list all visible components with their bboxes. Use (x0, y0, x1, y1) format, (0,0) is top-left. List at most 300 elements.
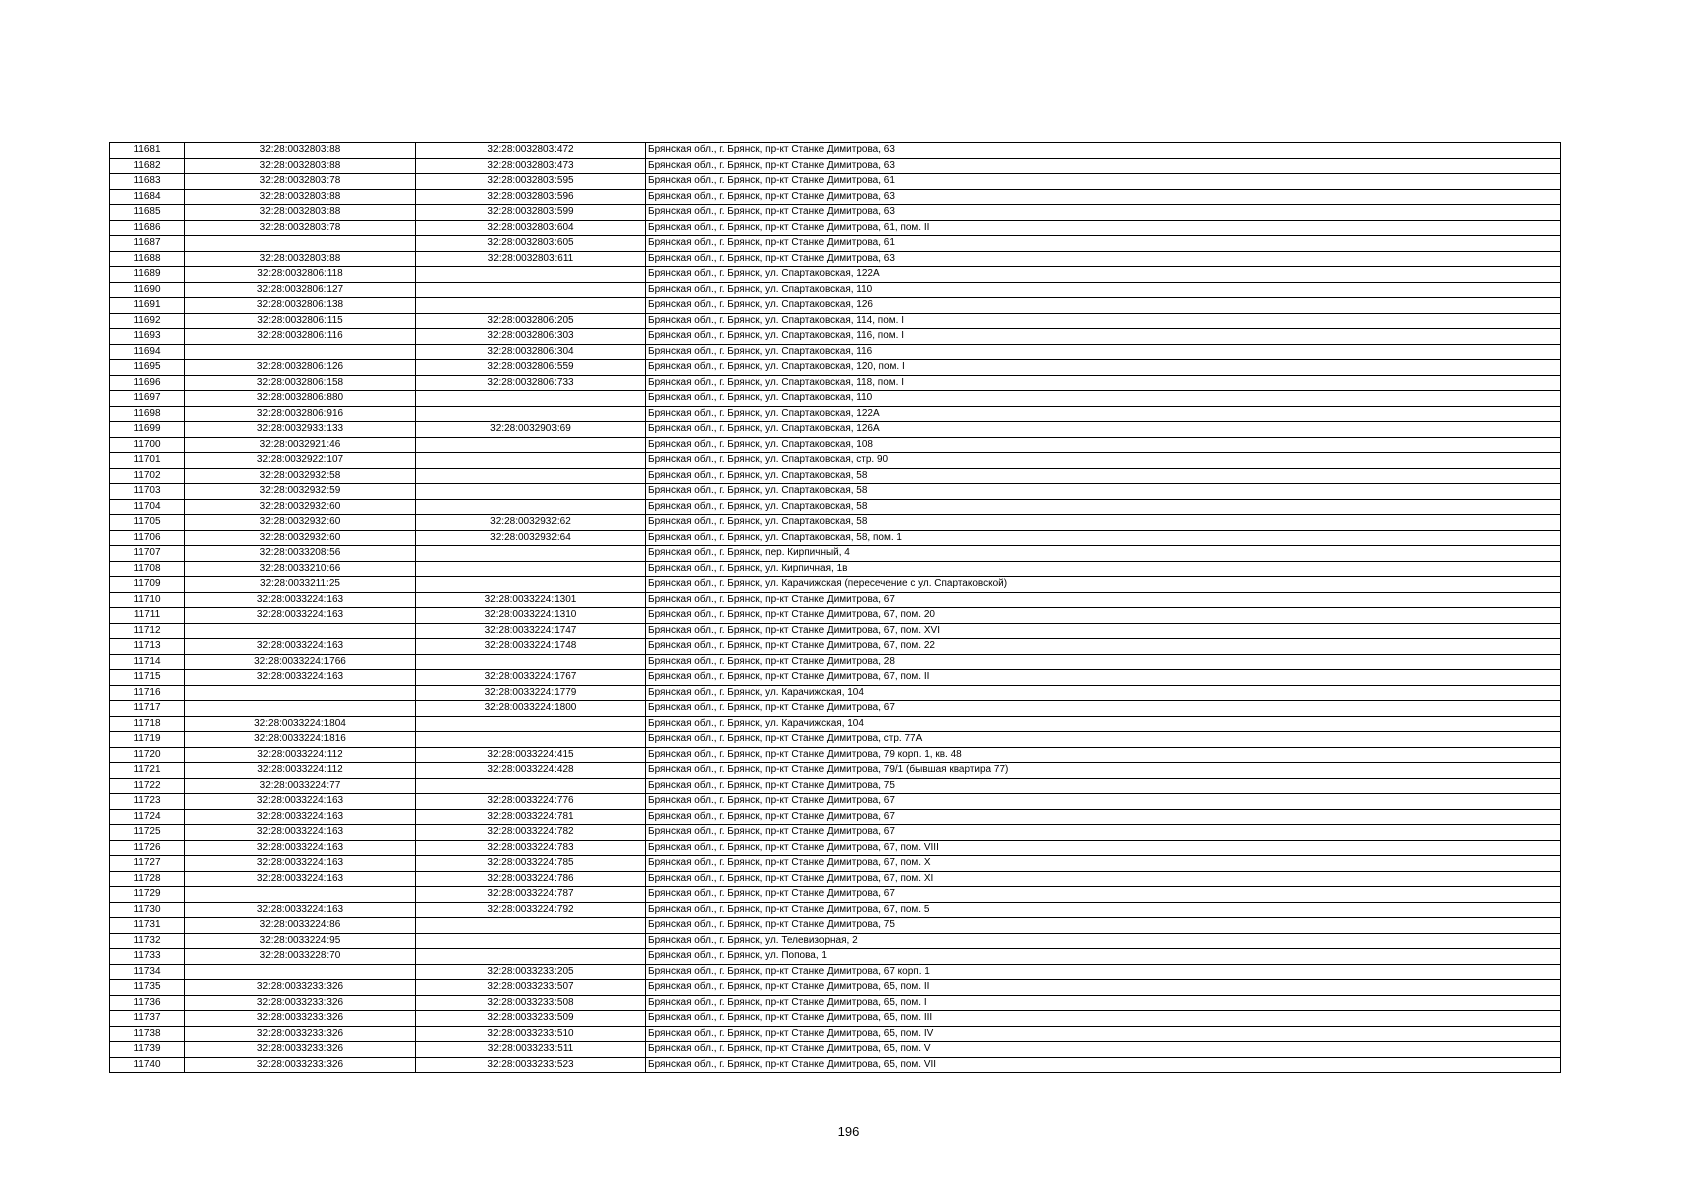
table-row (110, 344, 1561, 360)
table-row (110, 360, 1561, 376)
object-number-cell: 32:28:0033224:1779 (416, 685, 646, 701)
table-row (110, 298, 1561, 314)
object-number-cell (416, 546, 646, 562)
cadastral-number-cell: 32:28:0032921:46 (185, 437, 416, 453)
address-cell: Брянская обл., г. Брянск, пр-кт Станке Димитрова, 63 (646, 143, 1561, 159)
object-number-cell (416, 949, 646, 965)
address-cell: Брянская обл., г. Брянск, ул. Карачижская (пересечение с ул. Спартаковской) (646, 577, 1561, 593)
cadastral-number-cell: 32:28:0032806:127 (185, 282, 416, 298)
cadastral-number-cell: 32:28:0032932:60 (185, 499, 416, 515)
row-number-cell: 11740 (110, 1057, 185, 1073)
object-number-cell: 32:28:0033233:523 (416, 1057, 646, 1073)
object-number-cell: 32:28:0032932:64 (416, 530, 646, 546)
cadastral-number-cell: 32:28:0033224:112 (185, 747, 416, 763)
cadastral-number-cell: 32:28:0033224:163 (185, 639, 416, 655)
table-row (110, 856, 1561, 872)
object-number-cell: 32:28:0032903:69 (416, 422, 646, 438)
cadastral-number-cell: 32:28:0032806:880 (185, 391, 416, 407)
cadastral-number-cell: 32:28:0032803:88 (185, 189, 416, 205)
cadastral-number-cell: 32:28:0033233:326 (185, 995, 416, 1011)
address-cell: Брянская обл., г. Брянск, ул. Спартаковская, 58, пом. 1 (646, 530, 1561, 546)
cadastral-number-cell (185, 887, 416, 903)
row-number-cell: 11710 (110, 592, 185, 608)
table-row (110, 778, 1561, 794)
address-cell: Брянская обл., г. Брянск, пер. Кирпичный, 4 (646, 546, 1561, 562)
table-row (110, 980, 1561, 996)
row-number-cell: 11734 (110, 964, 185, 980)
cadastral-number-cell: 32:28:0032803:78 (185, 220, 416, 236)
row-number-cell: 11713 (110, 639, 185, 655)
page-number: 196 (837, 1124, 860, 1139)
row-number-cell: 11690 (110, 282, 185, 298)
object-number-cell: 32:28:0033224:783 (416, 840, 646, 856)
table-row (110, 1042, 1561, 1058)
address-cell: Брянская обл., г. Брянск, пр-кт Станке Димитрова, 67, пом. VIII (646, 840, 1561, 856)
row-number-cell: 11685 (110, 205, 185, 221)
table-row (110, 236, 1561, 252)
table-row (110, 484, 1561, 500)
object-number-cell: 32:28:0032806:205 (416, 313, 646, 329)
object-number-cell: 32:28:0032803:472 (416, 143, 646, 159)
address-cell: Брянская обл., г. Брянск, пр-кт Станке Димитрова, 79/1 (бывшая квартира 77) (646, 763, 1561, 779)
table-body (110, 143, 1561, 1073)
cadastral-number-cell: 32:28:0033224:1804 (185, 716, 416, 732)
table-row (110, 205, 1561, 221)
row-number-cell: 11720 (110, 747, 185, 763)
cadastral-number-cell: 32:28:0033211:25 (185, 577, 416, 593)
cadastral-number-cell (185, 236, 416, 252)
table-row (110, 468, 1561, 484)
table-row (110, 329, 1561, 345)
table-row (110, 592, 1561, 608)
address-cell: Брянская обл., г. Брянск, пр-кт Станке Димитрова, 63 (646, 205, 1561, 221)
table-row (110, 732, 1561, 748)
address-cell: Брянская обл., г. Брянск, пр-кт Станке Димитрова, 67, пом. 5 (646, 902, 1561, 918)
address-cell: Брянская обл., г. Брянск, пр-кт Станке Димитрова, 65, пом. I (646, 995, 1561, 1011)
address-cell: Брянская обл., г. Брянск, пр-кт Станке Димитрова, 65, пом. III (646, 1011, 1561, 1027)
row-number-cell: 11700 (110, 437, 185, 453)
object-number-cell: 32:28:0033233:509 (416, 1011, 646, 1027)
object-number-cell (416, 468, 646, 484)
address-cell: Брянская обл., г. Брянск, ул. Спартаковская, 120, пом. I (646, 360, 1561, 376)
cadastral-number-cell: 32:28:0032806:916 (185, 406, 416, 422)
object-number-cell (416, 732, 646, 748)
table-row (110, 313, 1561, 329)
table-row (110, 189, 1561, 205)
table-row (110, 887, 1561, 903)
table-row (110, 995, 1561, 1011)
object-number-cell: 32:28:0033224:1767 (416, 670, 646, 686)
cadastral-number-cell: 32:28:0032932:58 (185, 468, 416, 484)
row-number-cell: 11724 (110, 809, 185, 825)
cadastral-number-cell: 32:28:0033224:163 (185, 809, 416, 825)
table-row (110, 143, 1561, 159)
object-number-cell (416, 778, 646, 794)
object-number-cell: 32:28:0032803:595 (416, 174, 646, 190)
table-row (110, 716, 1561, 732)
row-number-cell: 11718 (110, 716, 185, 732)
row-number-cell: 11701 (110, 453, 185, 469)
object-number-cell (416, 561, 646, 577)
cadastral-number-cell: 32:28:0033224:163 (185, 670, 416, 686)
table-row (110, 251, 1561, 267)
object-number-cell (416, 267, 646, 283)
object-number-cell: 32:28:0032806:559 (416, 360, 646, 376)
address-cell: Брянская обл., г. Брянск, ул. Карачижская, 104 (646, 716, 1561, 732)
address-cell: Брянская обл., г. Брянск, пр-кт Станке Димитрова, 75 (646, 918, 1561, 934)
address-cell: Брянская обл., г. Брянск, ул. Спартаковская, 58 (646, 468, 1561, 484)
object-number-cell (416, 933, 646, 949)
address-cell: Брянская обл., г. Брянск, ул. Спартаковская, 116, пом. I (646, 329, 1561, 345)
address-cell: Брянская обл., г. Брянск, ул. Телевизорная, 2 (646, 933, 1561, 949)
object-number-cell: 32:28:0033224:428 (416, 763, 646, 779)
row-number-cell: 11693 (110, 329, 185, 345)
object-number-cell: 32:28:0032803:599 (416, 205, 646, 221)
address-cell: Брянская обл., г. Брянск, пр-кт Станке Димитрова, 63 (646, 158, 1561, 174)
object-number-cell (416, 282, 646, 298)
address-cell: Брянская обл., г. Брянск, пр-кт Станке Димитрова, 65, пом. VII (646, 1057, 1561, 1073)
table-row (110, 1011, 1561, 1027)
address-cell: Брянская обл., г. Брянск, пр-кт Станке Димитрова, 67, пом. II (646, 670, 1561, 686)
object-number-cell: 32:28:0033224:1800 (416, 701, 646, 717)
cadastral-number-cell: 32:28:0033233:326 (185, 980, 416, 996)
row-number-cell: 11689 (110, 267, 185, 283)
cadastral-number-cell: 32:28:0033224:86 (185, 918, 416, 934)
address-cell: Брянская обл., г. Брянск, пр-кт Станке Димитрова, 63 (646, 251, 1561, 267)
cadastral-number-cell: 32:28:0033224:112 (185, 763, 416, 779)
row-number-cell: 11715 (110, 670, 185, 686)
cadastral-number-cell: 32:28:0032806:118 (185, 267, 416, 283)
object-number-cell (416, 406, 646, 422)
table-row (110, 453, 1561, 469)
address-cell: Брянская обл., г. Брянск, ул. Спартаковская, 122А (646, 406, 1561, 422)
address-cell: Брянская обл., г. Брянск, ул. Спартаковская, стр. 90 (646, 453, 1561, 469)
cadastral-number-cell: 32:28:0032803:78 (185, 174, 416, 190)
row-number-cell: 11725 (110, 825, 185, 841)
cadastral-number-cell: 32:28:0033224:163 (185, 592, 416, 608)
row-number-cell: 11708 (110, 561, 185, 577)
row-number-cell: 11733 (110, 949, 185, 965)
cadastral-number-cell: 32:28:0032806:116 (185, 329, 416, 345)
table-row (110, 437, 1561, 453)
address-cell: Брянская обл., г. Брянск, ул. Спартаковская, 58 (646, 515, 1561, 531)
cadastral-number-cell: 32:28:0033224:163 (185, 871, 416, 887)
row-number-cell: 11714 (110, 654, 185, 670)
row-number-cell: 11721 (110, 763, 185, 779)
object-number-cell (416, 484, 646, 500)
row-number-cell: 11739 (110, 1042, 185, 1058)
table-row (110, 623, 1561, 639)
cadastral-number-cell: 32:28:0033228:70 (185, 949, 416, 965)
table-row (110, 918, 1561, 934)
table-row (110, 949, 1561, 965)
object-number-cell (416, 437, 646, 453)
address-cell: Брянская обл., г. Брянск, ул. Спартаковская, 108 (646, 437, 1561, 453)
row-number-cell: 11730 (110, 902, 185, 918)
address-cell: Брянская обл., г. Брянск, ул. Попова, 1 (646, 949, 1561, 965)
address-cell: Брянская обл., г. Брянск, ул. Спартаковская, 126А (646, 422, 1561, 438)
table-row (110, 406, 1561, 422)
table-row (110, 763, 1561, 779)
table-row (110, 561, 1561, 577)
object-number-cell: 32:28:0032806:303 (416, 329, 646, 345)
row-number-cell: 11712 (110, 623, 185, 639)
address-cell: Брянская обл., г. Брянск, пр-кт Станке Димитрова, 67 (646, 701, 1561, 717)
cadastral-number-cell: 32:28:0033233:326 (185, 1011, 416, 1027)
table-row (110, 685, 1561, 701)
address-cell: Брянская обл., г. Брянск, ул. Спартаковская, 116 (646, 344, 1561, 360)
cadastral-number-cell: 32:28:0032806:138 (185, 298, 416, 314)
address-cell: Брянская обл., г. Брянск, пр-кт Станке Димитрова, 61 (646, 236, 1561, 252)
table-row (110, 933, 1561, 949)
cadastral-number-cell: 32:28:0032922:107 (185, 453, 416, 469)
address-cell: Брянская обл., г. Брянск, пр-кт Станке Димитрова, 79 корп. 1, кв. 48 (646, 747, 1561, 763)
table-row (110, 1026, 1561, 1042)
row-number-cell: 11684 (110, 189, 185, 205)
table-row (110, 794, 1561, 810)
object-number-cell: 32:28:0033224:415 (416, 747, 646, 763)
object-number-cell: 32:28:0032803:604 (416, 220, 646, 236)
cadastral-number-cell: 32:28:0033224:163 (185, 608, 416, 624)
address-cell: Брянская обл., г. Брянск, пр-кт Станке Димитрова, 67 (646, 825, 1561, 841)
row-number-cell: 11738 (110, 1026, 185, 1042)
row-number-cell: 11737 (110, 1011, 185, 1027)
object-number-cell: 32:28:0033233:507 (416, 980, 646, 996)
row-number-cell: 11735 (110, 980, 185, 996)
object-number-cell: 32:28:0032806:304 (416, 344, 646, 360)
object-number-cell: 32:28:0033233:205 (416, 964, 646, 980)
cadastral-number-cell: 32:28:0032932:60 (185, 515, 416, 531)
cadastral-number-cell: 32:28:0033224:1816 (185, 732, 416, 748)
table-row (110, 282, 1561, 298)
row-number-cell: 11695 (110, 360, 185, 376)
cadastral-number-cell: 32:28:0032933:133 (185, 422, 416, 438)
object-number-cell (416, 654, 646, 670)
table-row (110, 1057, 1561, 1073)
address-cell: Брянская обл., г. Брянск, ул. Спартаковская, 114, пом. I (646, 313, 1561, 329)
cadastral-number-cell: 32:28:0032803:88 (185, 251, 416, 267)
table-row (110, 639, 1561, 655)
cadastral-number-cell: 32:28:0033224:163 (185, 856, 416, 872)
cadastral-number-cell (185, 964, 416, 980)
address-cell: Брянская обл., г. Брянск, пр-кт Станке Димитрова, стр. 77А (646, 732, 1561, 748)
object-number-cell: 32:28:0032803:605 (416, 236, 646, 252)
row-number-cell: 11722 (110, 778, 185, 794)
row-number-cell: 11726 (110, 840, 185, 856)
table-row (110, 654, 1561, 670)
table-row (110, 577, 1561, 593)
table-row (110, 747, 1561, 763)
row-number-cell: 11699 (110, 422, 185, 438)
object-number-cell: 32:28:0033224:786 (416, 871, 646, 887)
cadastral-number-cell (185, 344, 416, 360)
table-row (110, 871, 1561, 887)
address-cell: Брянская обл., г. Брянск, пр-кт Станке Димитрова, 67 (646, 809, 1561, 825)
cadastral-number-cell: 32:28:0032932:59 (185, 484, 416, 500)
row-number-cell: 11694 (110, 344, 185, 360)
row-number-cell: 11717 (110, 701, 185, 717)
object-number-cell (416, 918, 646, 934)
object-number-cell (416, 716, 646, 732)
address-cell: Брянская обл., г. Брянск, пр-кт Станке Димитрова, 63 (646, 189, 1561, 205)
cadastral-number-cell: 32:28:0033233:326 (185, 1026, 416, 1042)
table-row (110, 422, 1561, 438)
cadastral-number-cell: 32:28:0033208:56 (185, 546, 416, 562)
address-cell: Брянская обл., г. Брянск, ул. Спартаковская, 126 (646, 298, 1561, 314)
address-cell: Брянская обл., г. Брянск, пр-кт Станке Димитрова, 67, пом. 22 (646, 639, 1561, 655)
table-row (110, 375, 1561, 391)
table-row (110, 825, 1561, 841)
address-cell: Брянская обл., г. Брянск, ул. Спартаковская, 58 (646, 499, 1561, 515)
address-cell: Брянская обл., г. Брянск, пр-кт Станке Димитрова, 75 (646, 778, 1561, 794)
row-number-cell: 11707 (110, 546, 185, 562)
address-cell: Брянская обл., г. Брянск, ул. Спартаковская, 118, пом. I (646, 375, 1561, 391)
address-cell: Брянская обл., г. Брянск, пр-кт Станке Димитрова, 61 (646, 174, 1561, 190)
table-row (110, 499, 1561, 515)
cadastral-number-cell: 32:28:0033224:163 (185, 840, 416, 856)
cadastral-number-cell: 32:28:0032803:88 (185, 205, 416, 221)
row-number-cell: 11723 (110, 794, 185, 810)
table-row (110, 701, 1561, 717)
object-number-cell: 32:28:0033224:782 (416, 825, 646, 841)
cadastral-number-cell (185, 701, 416, 717)
cadastral-number-cell: 32:28:0033224:163 (185, 794, 416, 810)
row-number-cell: 11727 (110, 856, 185, 872)
object-number-cell (416, 577, 646, 593)
object-number-cell: 32:28:0033233:510 (416, 1026, 646, 1042)
table-row (110, 840, 1561, 856)
row-number-cell: 11681 (110, 143, 185, 159)
address-cell: Брянская обл., г. Брянск, пр-кт Станке Димитрова, 61, пом. II (646, 220, 1561, 236)
address-cell: Брянская обл., г. Брянск, ул. Спартаковская, 110 (646, 391, 1561, 407)
row-number-cell: 11691 (110, 298, 185, 314)
cadastral-number-cell: 32:28:0032806:115 (185, 313, 416, 329)
address-cell: Брянская обл., г. Брянск, пр-кт Станке Димитрова, 67, пом. XI (646, 871, 1561, 887)
table-row (110, 267, 1561, 283)
table-row (110, 515, 1561, 531)
object-number-cell (416, 453, 646, 469)
cadastral-number-cell: 32:28:0032932:60 (185, 530, 416, 546)
cadastral-number-cell: 32:28:0032803:88 (185, 143, 416, 159)
table-row (110, 158, 1561, 174)
registry-table (109, 142, 1561, 1073)
address-cell: Брянская обл., г. Брянск, ул. Спартаковская, 110 (646, 282, 1561, 298)
row-number-cell: 11716 (110, 685, 185, 701)
address-cell: Брянская обл., г. Брянск, пр-кт Станке Димитрова, 67 (646, 794, 1561, 810)
object-number-cell: 32:28:0033224:1301 (416, 592, 646, 608)
address-cell: Брянская обл., г. Брянск, пр-кт Станке Димитрова, 65, пом. IV (646, 1026, 1561, 1042)
cadastral-number-cell (185, 623, 416, 639)
row-number-cell: 11683 (110, 174, 185, 190)
row-number-cell: 11709 (110, 577, 185, 593)
cadastral-number-cell: 32:28:0032803:88 (185, 158, 416, 174)
object-number-cell: 32:28:0032803:596 (416, 189, 646, 205)
object-number-cell: 32:28:0033224:1748 (416, 639, 646, 655)
cadastral-number-cell: 32:28:0033224:1766 (185, 654, 416, 670)
row-number-cell: 11692 (110, 313, 185, 329)
cadastral-number-cell: 32:28:0033224:77 (185, 778, 416, 794)
address-cell: Брянская обл., г. Брянск, пр-кт Станке Димитрова, 67, пом. 20 (646, 608, 1561, 624)
address-cell: Брянская обл., г. Брянск, ул. Спартаковская, 58 (646, 484, 1561, 500)
object-number-cell: 32:28:0033233:508 (416, 995, 646, 1011)
cadastral-number-cell (185, 685, 416, 701)
object-number-cell: 32:28:0033224:1747 (416, 623, 646, 639)
row-number-cell: 11704 (110, 499, 185, 515)
cadastral-number-cell: 32:28:0033224:163 (185, 902, 416, 918)
table-row (110, 220, 1561, 236)
object-number-cell (416, 499, 646, 515)
row-number-cell: 11731 (110, 918, 185, 934)
row-number-cell: 11697 (110, 391, 185, 407)
row-number-cell: 11687 (110, 236, 185, 252)
table-row (110, 174, 1561, 190)
address-cell: Брянская обл., г. Брянск, пр-кт Станке Димитрова, 67 (646, 592, 1561, 608)
row-number-cell: 11703 (110, 484, 185, 500)
object-number-cell (416, 391, 646, 407)
address-cell: Брянская обл., г. Брянск, пр-кт Станке Димитрова, 67 (646, 887, 1561, 903)
address-cell: Брянская обл., г. Брянск, пр-кт Станке Димитрова, 65, пом. V (646, 1042, 1561, 1058)
table-row (110, 608, 1561, 624)
table-row (110, 546, 1561, 562)
row-number-cell: 11729 (110, 887, 185, 903)
row-number-cell: 11698 (110, 406, 185, 422)
object-number-cell: 32:28:0033233:511 (416, 1042, 646, 1058)
row-number-cell: 11736 (110, 995, 185, 1011)
object-number-cell: 32:28:0032803:611 (416, 251, 646, 267)
object-number-cell: 32:28:0032806:733 (416, 375, 646, 391)
row-number-cell: 11686 (110, 220, 185, 236)
row-number-cell: 11706 (110, 530, 185, 546)
address-cell: Брянская обл., г. Брянск, пр-кт Станке Димитрова, 67, пом. XVI (646, 623, 1561, 639)
table-row (110, 670, 1561, 686)
object-number-cell: 32:28:0033224:792 (416, 902, 646, 918)
cadastral-number-cell: 32:28:0033224:163 (185, 825, 416, 841)
row-number-cell: 11696 (110, 375, 185, 391)
object-number-cell: 32:28:0032932:62 (416, 515, 646, 531)
row-number-cell: 11732 (110, 933, 185, 949)
address-cell: Брянская обл., г. Брянск, пр-кт Станке Димитрова, 67 корп. 1 (646, 964, 1561, 980)
object-number-cell: 32:28:0033224:776 (416, 794, 646, 810)
object-number-cell: 32:28:0033224:1310 (416, 608, 646, 624)
table-row (110, 902, 1561, 918)
table-row (110, 809, 1561, 825)
row-number-cell: 11702 (110, 468, 185, 484)
address-cell: Брянская обл., г. Брянск, ул. Карачижская, 104 (646, 685, 1561, 701)
object-number-cell (416, 298, 646, 314)
object-number-cell: 32:28:0033224:781 (416, 809, 646, 825)
cadastral-number-cell: 32:28:0033233:326 (185, 1042, 416, 1058)
row-number-cell: 11728 (110, 871, 185, 887)
address-cell: Брянская обл., г. Брянск, пр-кт Станке Димитрова, 28 (646, 654, 1561, 670)
object-number-cell: 32:28:0033224:785 (416, 856, 646, 872)
cadastral-number-cell: 32:28:0033224:95 (185, 933, 416, 949)
object-number-cell: 32:28:0033224:787 (416, 887, 646, 903)
cadastral-number-cell: 32:28:0033210:66 (185, 561, 416, 577)
cadastral-number-cell: 32:28:0032806:126 (185, 360, 416, 376)
row-number-cell: 11682 (110, 158, 185, 174)
row-number-cell: 11705 (110, 515, 185, 531)
row-number-cell: 11719 (110, 732, 185, 748)
row-number-cell: 11711 (110, 608, 185, 624)
cadastral-number-cell: 32:28:0032806:158 (185, 375, 416, 391)
table-row (110, 964, 1561, 980)
object-number-cell: 32:28:0032803:473 (416, 158, 646, 174)
address-cell: Брянская обл., г. Брянск, пр-кт Станке Димитрова, 67, пом. X (646, 856, 1561, 872)
address-cell: Брянская обл., г. Брянск, ул. Спартаковская, 122А (646, 267, 1561, 283)
row-number-cell: 11688 (110, 251, 185, 267)
table-row (110, 391, 1561, 407)
table-row (110, 530, 1561, 546)
